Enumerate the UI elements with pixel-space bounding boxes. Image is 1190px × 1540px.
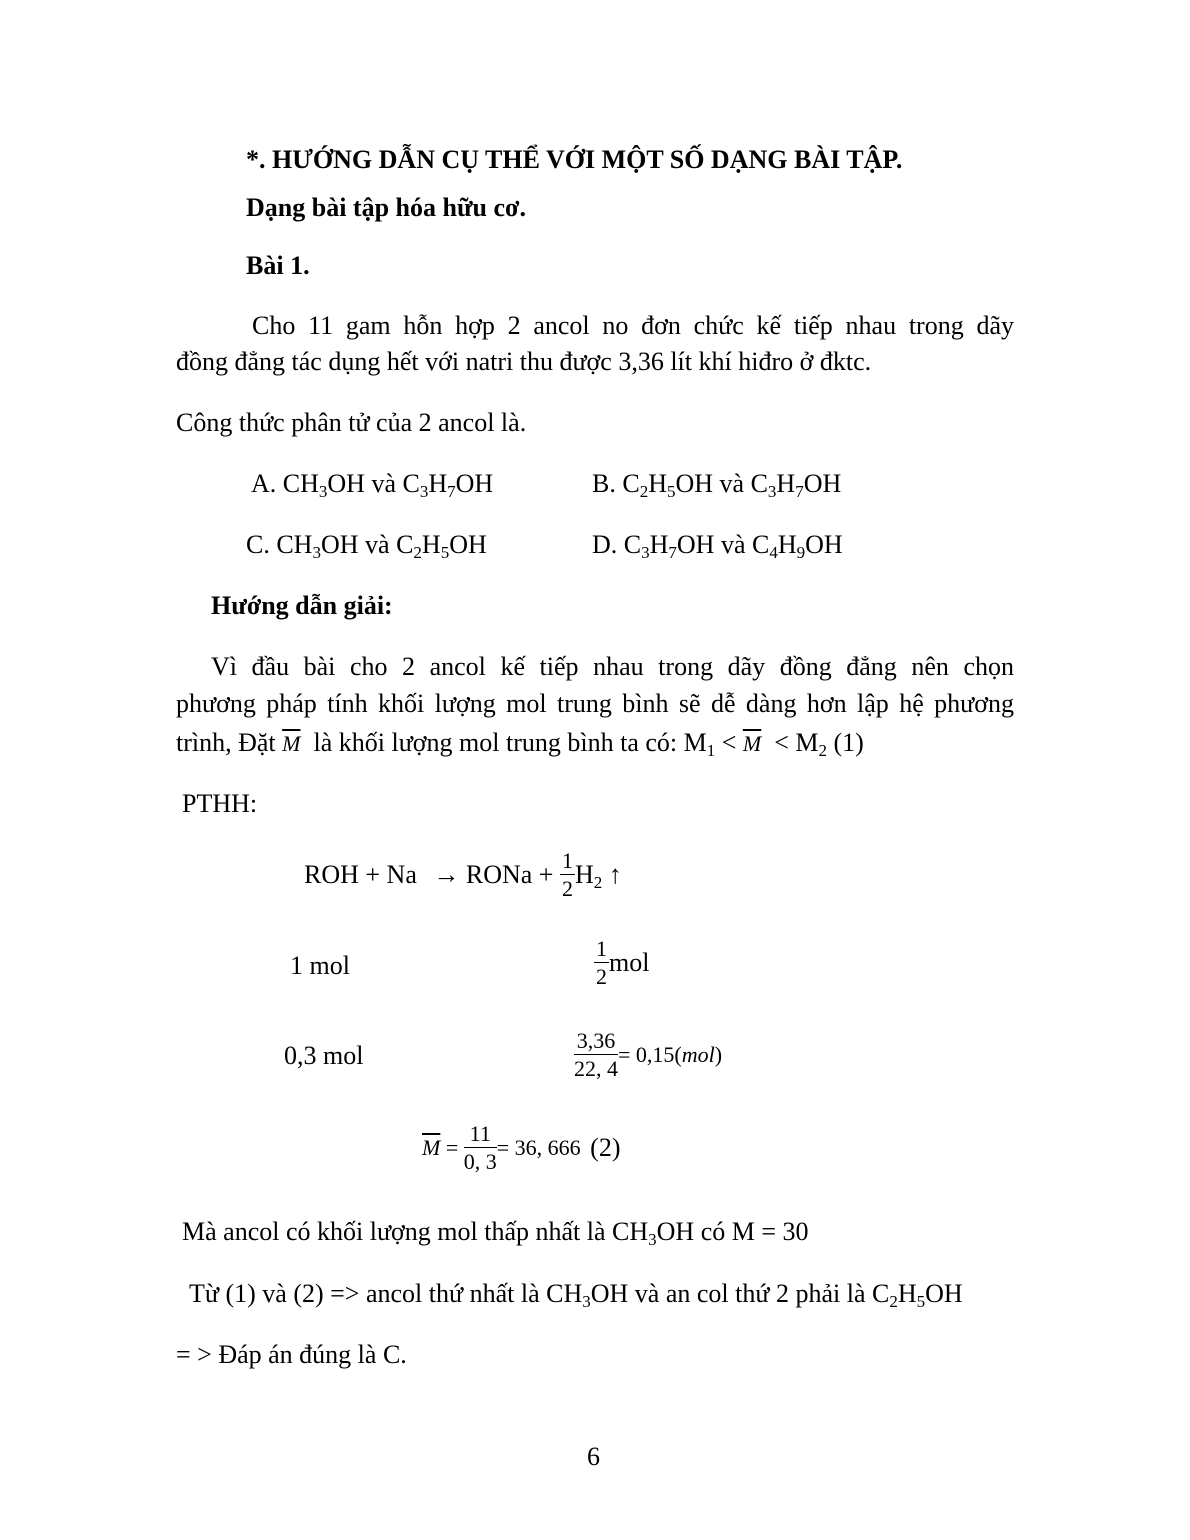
exercise-title: Bài 1. [246,251,310,280]
page-number: 6 [587,1442,600,1471]
explanation-line-3: trình, Đặt $\overline{M}$ là khối lượng mol trung bình ta có: $M_1 < \overline{M} < M_2$ (1) [176,728,864,760]
explanation-line-1: Vì đầu bài cho 2 ancol kế tiếp nhau trong dãy đồng đẳng nên chọn [211,652,1014,681]
stoich-row1-left: 1 mol [290,951,350,980]
conclusion-line-2: Từ (1) và (2) => ancol thứ nhất là $CH_3OH$ và an col thứ 2 phải là $C_2H_5OH$ [189,1279,963,1311]
explanation-line-2: phương pháp tính khối lượng mol trung bình sẽ dễ dàng hơn lập hệ phương [176,689,1014,718]
option-d: D. $C_3H_7OH$ và $C_4H_9OH$ [592,530,843,562]
reaction-equation: ROH + Na → RONa + $\frac{1}{2}$ $H_2$ ↑ [304,848,622,901]
stoich-row2-right: $\frac{3,36}{22, 4}$ = 0,15(mol) [574,1028,723,1081]
option-c: C. $CH_3OH$ và $C_2H_5OH$ [246,530,487,562]
conclusion-line-1: Mà ancol có khối lượng mol thấp nhất là $CH_3OH$ có M = 30 [182,1217,809,1249]
stoich-row1-right: $\frac{1}{2}$ mol [596,936,650,989]
stoich-row2-left: 0,3 mol [284,1041,364,1070]
option-b: B. $C_2H_5OH$ và $C_3H_7OH$ [592,469,842,501]
problem-line-1: Cho 11 gam hỗn hợp 2 ancol no đơn chức kế tiếp nhau trong dãy [252,311,1014,340]
option-a: A. $CH_3OH$ và $C_3H_7OH$ [251,469,494,501]
heading: *. HƯỚNG DẪN CỤ THỂ VỚI MỘT SỐ DẠNG BÀI TẬP. [246,145,903,174]
mean-mass-equation: $\overline{M}$ = $\frac{11}{0, 3}$ = 36, 666 (2) [422,1121,621,1174]
problem-question: Công thức phân tử của 2 ancol là. [176,408,527,437]
pthh-label: PTHH: [182,789,258,818]
problem-line-2: đồng đẳng tác dụng hết với natri thu được 3,36 lít khí hiđro ở đktc. [176,347,872,376]
solution-title: Hướng dẫn giải: [211,591,393,620]
conclusion-answer: = > Đáp án đúng là C. [176,1340,407,1369]
section-title: Dạng bài tập hóa hữu cơ. [246,193,526,222]
